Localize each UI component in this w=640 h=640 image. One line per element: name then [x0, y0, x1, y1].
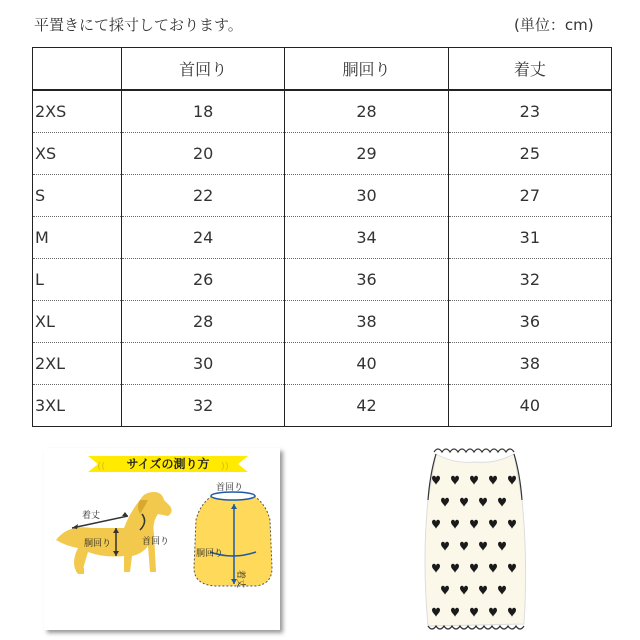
value-cell: 23 — [448, 90, 611, 133]
table-row — [33, 343, 612, 385]
header-cell-neck: 首回り — [122, 48, 285, 91]
value-cell: 32 — [122, 385, 285, 427]
table-row — [33, 90, 612, 133]
value-cell: 36 — [285, 259, 448, 301]
garment-chest-label: 胴回り — [196, 549, 224, 559]
value-cell: 22 — [122, 175, 285, 217]
guide-title: サイズの測り方 — [126, 457, 210, 471]
value-cell: 40 — [448, 385, 611, 427]
size-cell: L — [33, 259, 122, 301]
value-cell: 40 — [285, 343, 448, 385]
header-cell-blank — [33, 48, 122, 91]
table-row — [33, 301, 612, 343]
measurement-note: 平置きにて採寸しております。 — [34, 16, 243, 34]
value-cell: 36 — [448, 301, 611, 343]
value-cell: 30 — [122, 343, 285, 385]
table-row — [33, 385, 612, 427]
value-cell: 31 — [448, 217, 611, 259]
value-cell: 24 — [122, 217, 285, 259]
size-cell: 3XL — [33, 385, 122, 427]
value-cell: 25 — [448, 133, 611, 175]
size-cell: XS — [33, 133, 122, 175]
table-header-row — [33, 48, 612, 91]
table-row — [33, 175, 612, 217]
header-cell-length: 着丈 — [448, 48, 611, 91]
size-cell: 2XL — [33, 343, 122, 385]
value-cell: 38 — [448, 343, 611, 385]
value-cell: 26 — [122, 259, 285, 301]
value-cell: 28 — [122, 301, 285, 343]
dog-length-label: 着丈 — [82, 511, 101, 521]
dog-chest-label: 胴回り — [84, 539, 112, 549]
value-cell: 18 — [122, 90, 285, 133]
table-row — [33, 133, 612, 175]
value-cell: 42 — [285, 385, 448, 427]
size-cell: 2XS — [33, 90, 122, 133]
value-cell: 32 — [448, 259, 611, 301]
header-cell-chest: 胴回り — [285, 48, 448, 91]
size-cell: XL — [33, 301, 122, 343]
value-cell: 29 — [285, 133, 448, 175]
value-cell: 20 — [122, 133, 285, 175]
hem-ruffle — [428, 626, 524, 629]
neck-ruffle — [434, 449, 514, 452]
size-cell: M — [33, 217, 122, 259]
table-row — [33, 259, 612, 301]
product-photo — [418, 440, 532, 634]
garment-neck-label: 首回り — [216, 483, 244, 493]
table-row — [33, 217, 612, 259]
value-cell: 27 — [448, 175, 611, 217]
value-cell: 34 — [285, 217, 448, 259]
dog-neck-label: 首回り — [142, 537, 170, 547]
size-table — [32, 47, 612, 427]
unit-label: (単位：cm) — [514, 16, 594, 34]
garment-length-label: 着丈 — [235, 570, 245, 589]
measuring-guide — [44, 448, 280, 630]
measuring-guide-illustration — [44, 448, 280, 630]
value-cell: 38 — [285, 301, 448, 343]
value-cell: 30 — [285, 175, 448, 217]
size-cell: S — [33, 175, 122, 217]
value-cell: 28 — [285, 90, 448, 133]
